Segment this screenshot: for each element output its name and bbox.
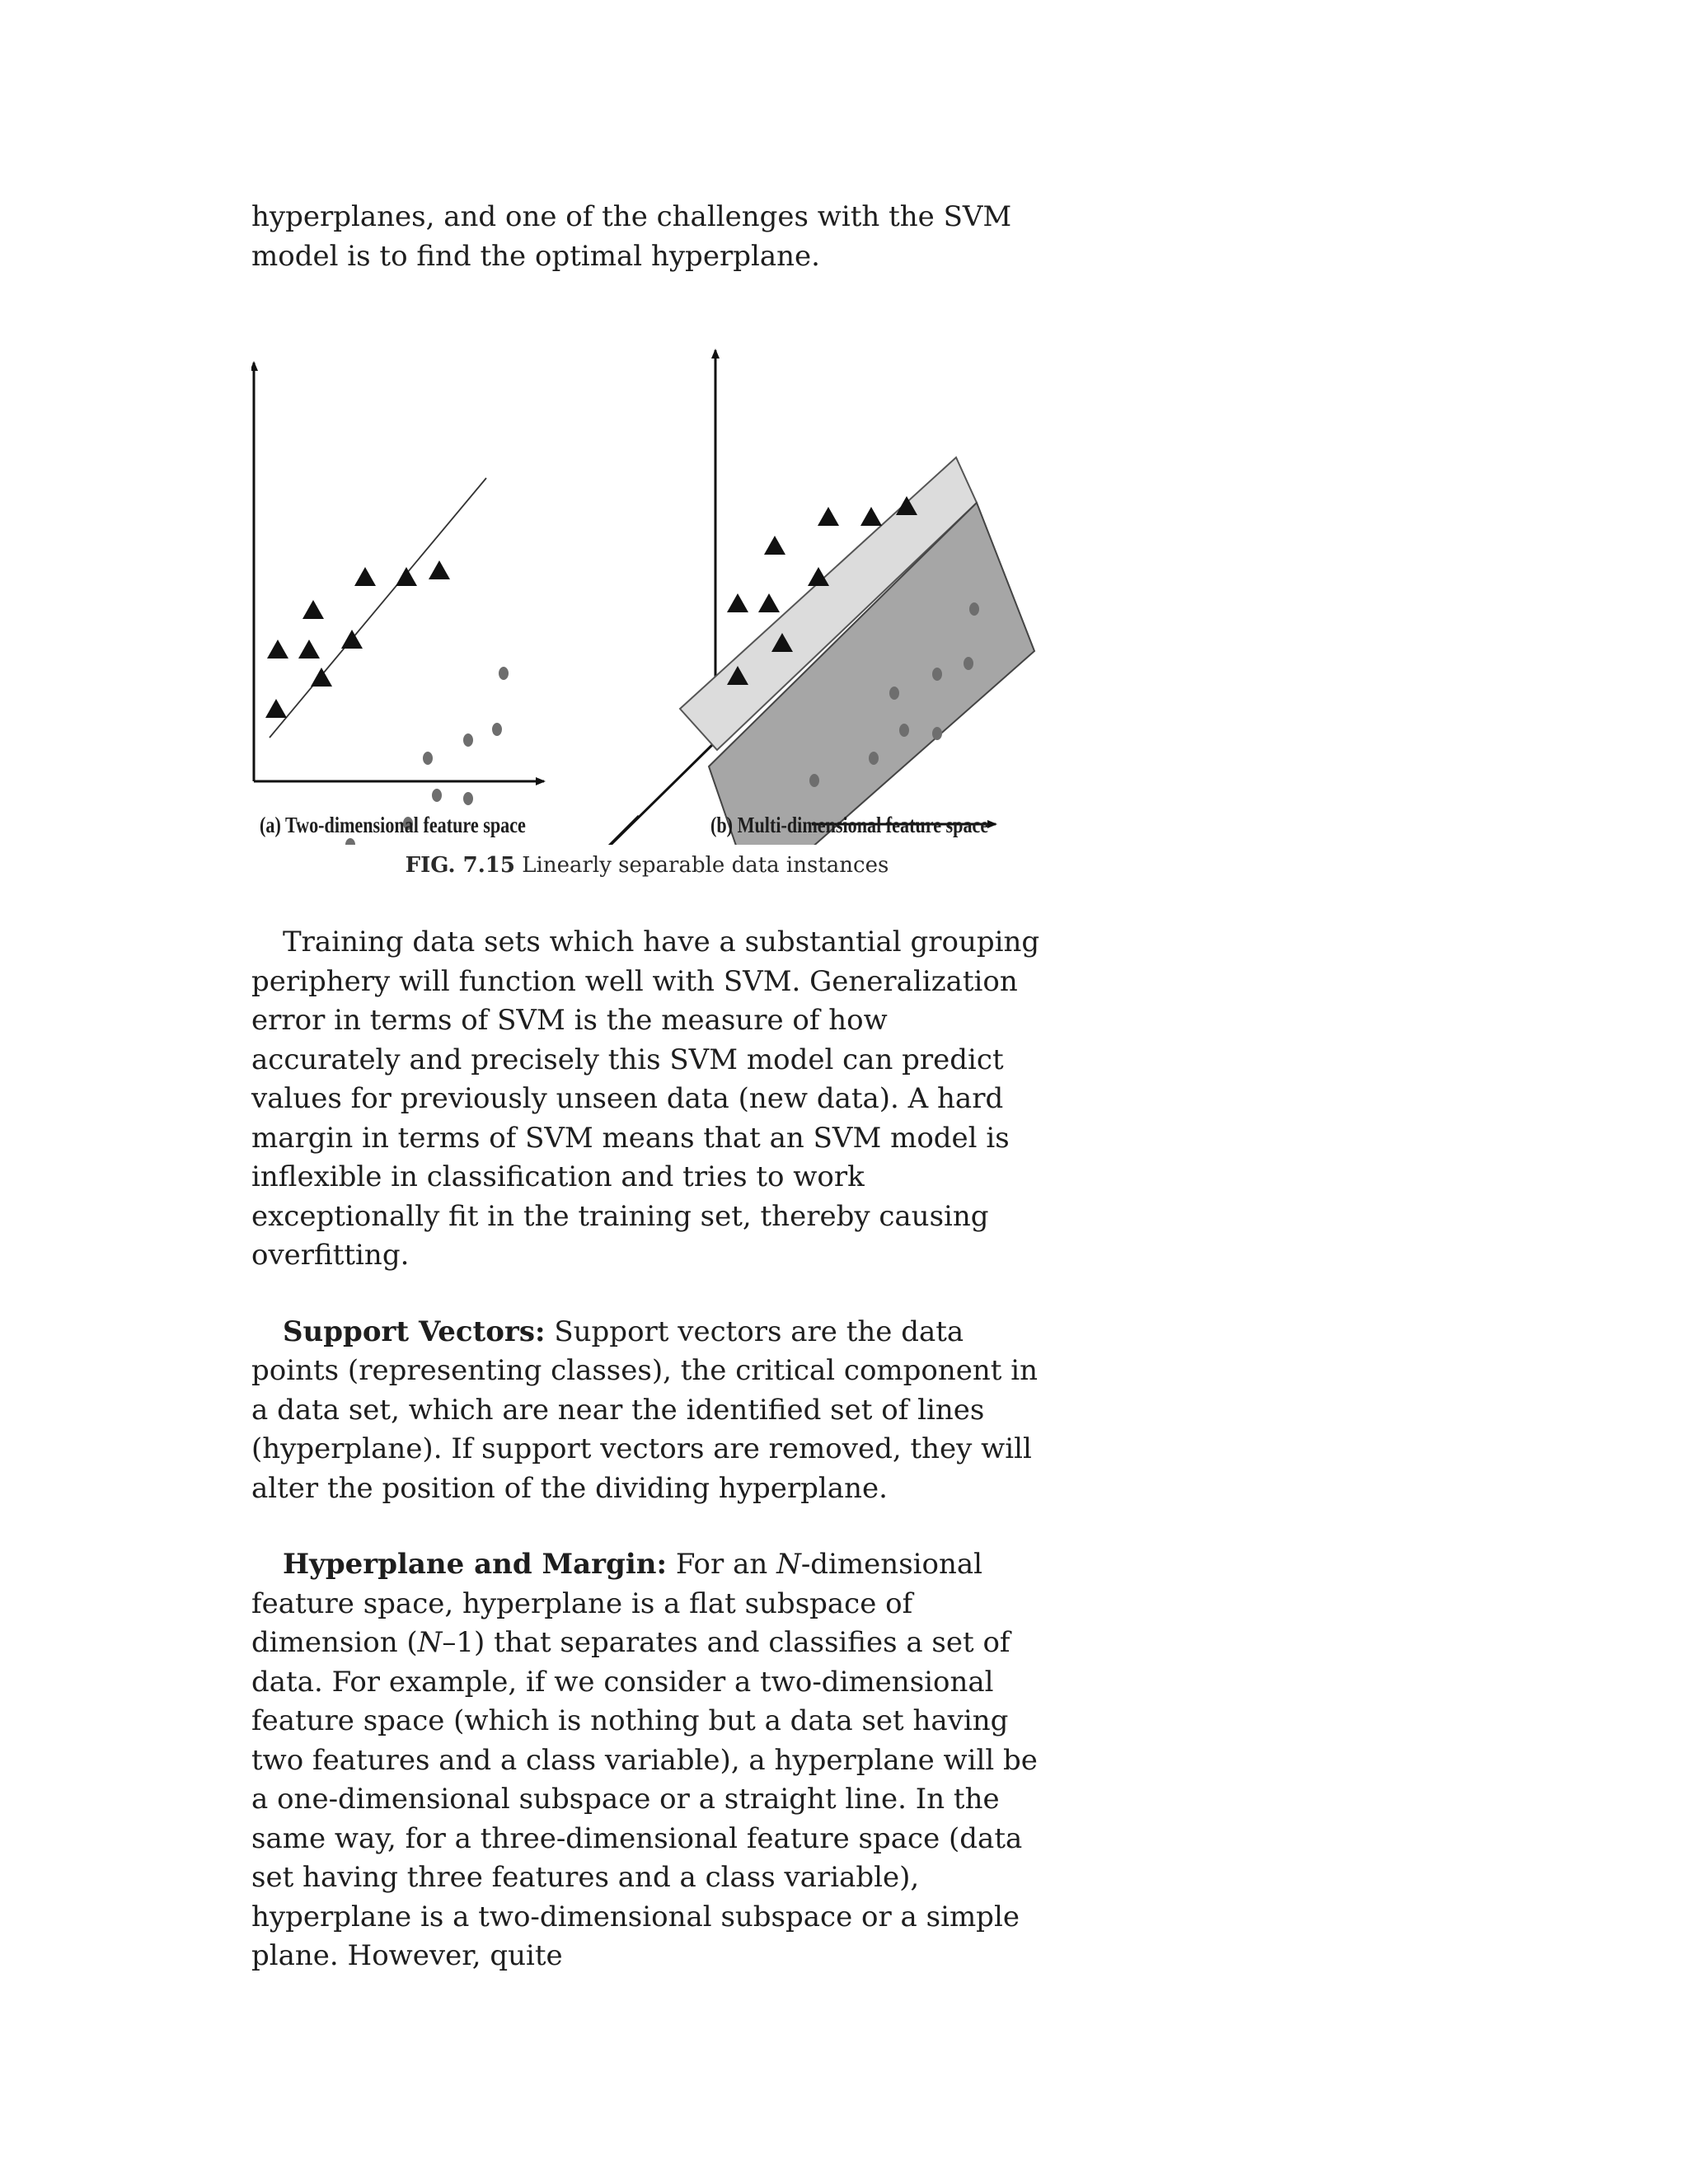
dot-marker xyxy=(463,733,473,747)
figure-illustration xyxy=(251,321,1043,845)
dot-marker xyxy=(969,602,979,616)
figure-label: FIG. 7.15 xyxy=(405,853,515,878)
dot-marker xyxy=(345,838,355,845)
panel-b-z-axis xyxy=(560,742,715,845)
panel-b-label: (b) Multi-dimensional feature space xyxy=(710,813,989,837)
paragraph-hyperplane-margin xyxy=(251,1545,1043,1976)
panel-a-separating-line xyxy=(270,478,486,738)
dot-marker xyxy=(899,724,909,737)
dot-marker xyxy=(423,752,433,765)
hyperplane-margin-heading: Hyperplane and Margin: xyxy=(283,1548,668,1581)
hyperplane-text-part: -dimensional feature space, hyperplane is a flat subspace of dimension ( xyxy=(251,1548,983,1659)
panel-a-triangles xyxy=(265,560,450,718)
triangle-marker xyxy=(818,507,839,526)
support-vectors-heading: Support Vectors: xyxy=(283,1315,546,1348)
dot-marker xyxy=(499,667,509,680)
paragraph-generalization: Training data sets which have a substantial grouping periphery will function well with SVM. Generalization error in terms of SVM is the measure of how accurately and precisely this SVM model can predict values for previously unseen data (new data). A hard margin in terms of SVM means that an SVM model is inflexible in classification and tries to work exceptionally fit in the training set, thereby causing overfitting. xyxy=(251,926,1040,1272)
dot-marker xyxy=(432,789,442,802)
triangle-marker xyxy=(764,536,785,555)
triangle-marker xyxy=(298,640,320,658)
italic-n: N xyxy=(776,1548,801,1581)
document-page xyxy=(251,198,1043,1976)
triangle-marker xyxy=(727,593,748,612)
dot-marker xyxy=(889,687,899,700)
triangle-marker xyxy=(860,507,882,526)
italic-n: N xyxy=(417,1626,443,1659)
support-vectors-text: Support vectors are the data points (representing classes), the critical component in a data set, which are near the identified set of lines (hyperplane). If support vectors are removed, they will alter the position of the dividing hyperplane. xyxy=(251,1315,1039,1505)
panel-a-label: (a) Two-dimensional feature space xyxy=(260,813,526,837)
triangle-marker xyxy=(396,567,417,586)
paragraph-support-vectors xyxy=(251,1313,1043,1509)
dot-marker xyxy=(492,723,502,736)
dot-marker xyxy=(932,727,942,740)
intro-paragraph: hyperplanes, and one of the challenges with the SVM model is to find the optimal hyperplane. xyxy=(251,200,1012,273)
triangle-marker xyxy=(265,699,287,718)
dot-marker xyxy=(869,752,879,765)
triangle-marker xyxy=(354,567,376,586)
hyperplane-text-part: For an xyxy=(667,1548,777,1581)
dot-marker xyxy=(932,668,942,681)
triangle-marker xyxy=(758,593,780,612)
triangle-marker xyxy=(311,668,332,687)
hyperplane-text-part: –1) that separates and classifies a set of data. For example, if we consider a two-dimensional feature space (which is nothing but a data set having two features and a class variable), a hyperplane will be a one-dimensional subspace or a straight line. In the same way, for a three-dimensional feature space (data set having three features and a class variable), hyperplane is a two-dimensional subspace or a simple plane. However, quite xyxy=(251,1626,1038,1972)
figure-7-15 xyxy=(251,321,1043,845)
dot-marker xyxy=(809,774,819,787)
panel-a-plot xyxy=(254,363,544,845)
triangle-marker xyxy=(341,630,363,649)
figure-caption-text: Linearly separable data instances xyxy=(522,853,889,878)
triangle-marker xyxy=(267,640,288,658)
triangle-marker xyxy=(429,560,450,579)
dot-marker xyxy=(463,792,473,805)
figure-caption xyxy=(251,853,1043,878)
triangle-marker xyxy=(302,600,324,619)
panel-b-plot xyxy=(560,350,1034,845)
dot-marker xyxy=(964,657,973,670)
